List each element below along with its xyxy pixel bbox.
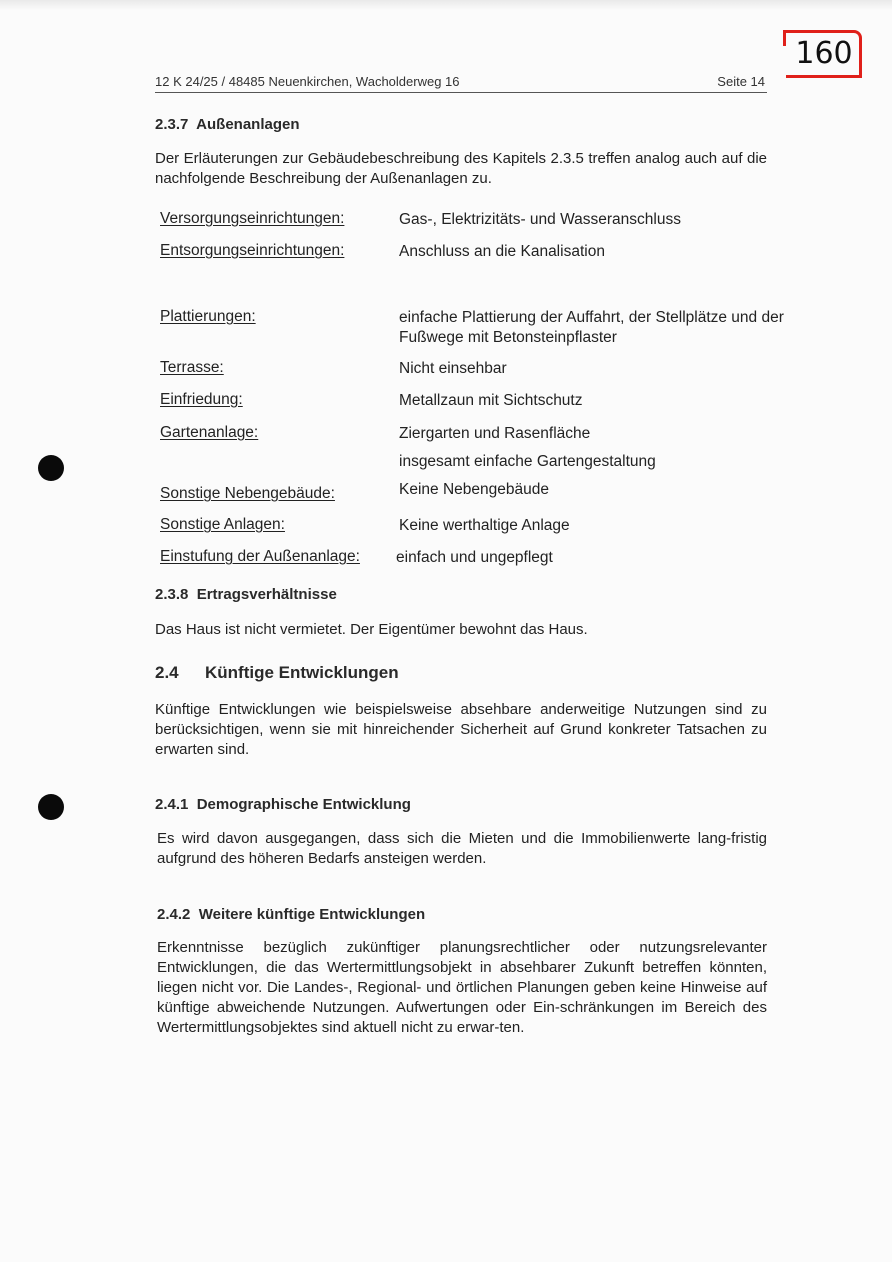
row-label: Plattierungen: xyxy=(160,308,256,325)
heading-2-3-8 xyxy=(155,586,337,603)
paragraph-2-4: Künftige Entwicklungen wie beispielsweise absehbare anderweitige Nutzungen sind zu berücksichtigen, wenn sie mit hinreichender Sicherheit auf Grund konkreter Tatsachen zu erwarten sind. xyxy=(155,701,767,758)
row-label: Terrasse: xyxy=(160,359,224,376)
row-label: Sonstige Anlagen: xyxy=(160,516,285,533)
page-stamp-edge xyxy=(783,30,786,46)
running-header xyxy=(155,73,767,93)
heading-2-4 xyxy=(155,663,399,683)
intro-paragraph: Der Erläuterungen zur Gebäudebeschreibung des Kapitels 2.3.5 treffen analog auch auf die nachfolgende Beschreibung der Außenanlagen zu. xyxy=(155,150,767,187)
punch-hole-bottom xyxy=(38,794,64,820)
paragraph-2-4-2: Erkenntnisse bezüglich zukünftiger planungsrechtlicher oder nutzungsrelevanter Entwicklungen, die das Wertermittlungsobjekt in absehbarer Zukunft betreffen könnten, liegen nicht vor. Die Landes-, Regional- und örtlichen Planungen geben keine Hinweise auf künftige abweichende Nutzungen. Aufwertungen oder Ein-schränkungen im Bereich des Wertermittlungsobjektes sind aktuell nicht zu erwar-ten. xyxy=(157,939,767,1036)
heading-2-4-2 xyxy=(157,906,425,923)
row-value: Metallzaun mit Sichtschutz xyxy=(399,392,583,409)
heading-2-3-7 xyxy=(155,116,300,133)
row-value: Nicht einsehbar xyxy=(399,360,507,377)
row-value-continued: insgesamt einfache Gartengestaltung xyxy=(399,453,656,470)
page-number: Seite 14 xyxy=(717,74,765,89)
row-label: Einstufung der Außenanlage: xyxy=(160,548,360,565)
punch-hole-top xyxy=(38,455,64,481)
paragraph-2-4-1: Es wird davon ausgegangen, dass sich die Mieten und die Immobilienwerte lang-fristig aufgrund des höheren Bedarfs ansteigen werden. xyxy=(157,830,767,867)
row-label: Einfriedung: xyxy=(160,391,243,408)
row-value: Keine werthaltige Anlage xyxy=(399,517,570,534)
row-value: Ziergarten und Rasenfläche xyxy=(399,425,591,442)
row-value: Keine Nebengebäude xyxy=(399,481,549,498)
section-number: 2.3.7 xyxy=(155,116,189,133)
row-label: Sonstige Nebengebäude: xyxy=(160,485,335,502)
section-title: Künftige Entwicklungen xyxy=(205,663,399,682)
row-value: einfache Plattierung der Auffahrt, der Stellplätze und der Fußwege mit Betonsteinpflaster xyxy=(399,309,784,346)
row-label: Gartenanlage: xyxy=(160,424,259,441)
row-value: einfach und ungepflegt xyxy=(396,549,553,566)
row-label: Entsorgungseinrichtungen: xyxy=(160,242,345,259)
row-label: Versorgungseinrichtungen: xyxy=(160,210,345,227)
section-title: Weitere künftige Entwicklungen xyxy=(198,906,426,923)
row-value: Gas-, Elektrizitäts- und Wasseranschluss xyxy=(399,211,681,228)
page-stamp-number: 160 xyxy=(795,36,853,71)
section-number: 2.4.1 xyxy=(155,796,189,813)
case-reference: 12 K 24/25 / 48485 Neuenkirchen, Wacholderweg 16 xyxy=(155,74,460,89)
section-number: 2.4 xyxy=(155,663,179,682)
scan-edge xyxy=(0,0,892,10)
paragraph-2-3-8: Das Haus ist nicht vermietet. Der Eigentümer bewohnt das Haus. xyxy=(155,621,588,638)
row-value: Anschluss an die Kanalisation xyxy=(399,243,605,260)
section-number: 2.4.2 xyxy=(157,906,191,923)
section-number: 2.3.8 xyxy=(155,586,189,603)
heading-2-4-1 xyxy=(155,796,411,813)
section-title: Ertragsverhältnisse xyxy=(196,586,337,603)
section-title: Demographische Entwicklung xyxy=(196,796,411,813)
section-title: Außenanlagen xyxy=(196,116,300,133)
